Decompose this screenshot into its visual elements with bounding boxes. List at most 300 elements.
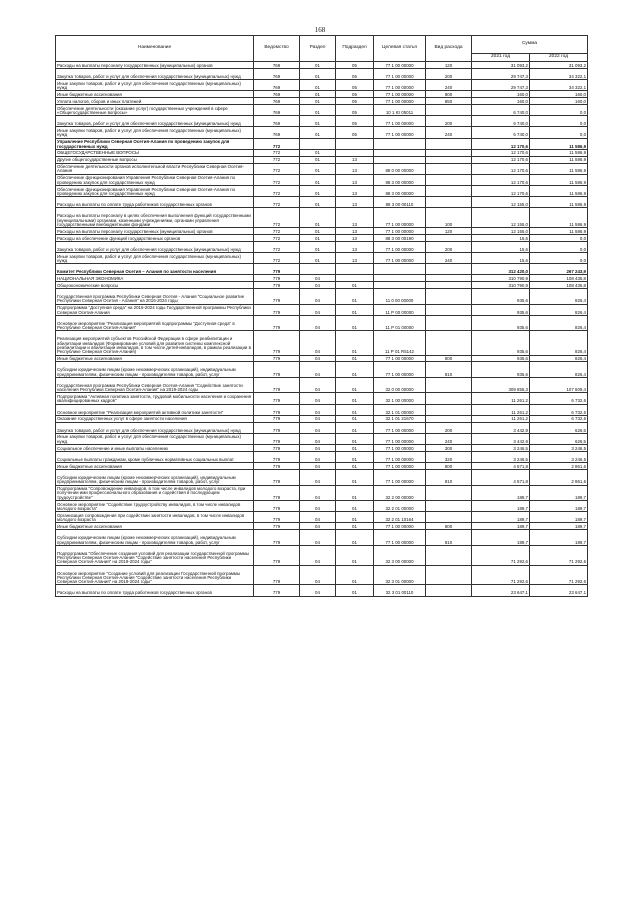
row-expense-type	[426, 275, 472, 282]
row-expense-type: 300	[426, 445, 472, 452]
row-podrazdel: 01	[336, 355, 374, 362]
row-name: Обеспечение функционирования Управления Республики Северная Осетия-Алания по проведению закупок для государственных нужд	[56, 185, 254, 196]
row-sum-2021: 11 261,2	[472, 415, 530, 422]
row-podrazdel: 01	[336, 565, 374, 585]
row-razdel: 01	[300, 156, 336, 163]
row-name: Другие общегосударственные вопросы	[56, 156, 254, 163]
row-expense-type	[426, 138, 472, 149]
row-razdel: 01	[300, 127, 336, 138]
row-razdel: 04	[300, 545, 336, 565]
row-sum-2022: 2 861,6	[530, 463, 588, 470]
row-name: Иные бюджетные ассигнования	[56, 463, 254, 470]
row-sum-2021: 6 740,0	[472, 116, 530, 127]
row-expense-type	[426, 282, 472, 289]
table-row	[56, 174, 588, 185]
row-name: Основное мероприятие "Реализация мероприятий подпрограммы "Доступная среда" в Республике Северная Осетия-Алания"	[56, 315, 254, 331]
row-sum-2021: 935,6	[472, 355, 530, 362]
row-expense-type: 200	[426, 116, 472, 127]
table-row	[56, 315, 588, 331]
row-target-article: 77 1 00 00000	[374, 253, 426, 264]
row-sum-2021: 29 747,3	[472, 68, 530, 79]
row-razdel: 01	[300, 80, 336, 91]
row-sum-2022: 189,7	[530, 530, 588, 546]
row-target-article	[374, 138, 426, 149]
row-podrazdel: 13	[336, 253, 374, 264]
table-row	[56, 433, 588, 444]
table-row	[56, 116, 588, 127]
row-razdel: 01	[300, 91, 336, 98]
row-sum-2022: 108 435,8	[530, 282, 588, 289]
row-sum-2021: 15,6	[472, 235, 530, 242]
row-vedomstvo: 769	[254, 116, 300, 127]
row-name: Подпрограмма "Активная политика занятости, трудовой мобильности населения и сохранения квалифицированных кадров"	[56, 393, 254, 404]
row-podrazdel: 13	[336, 208, 374, 228]
row-podrazdel: 13	[336, 197, 374, 208]
row-sum-2022: 11 586,9	[530, 208, 588, 228]
row-sum-2021: 935,6	[472, 331, 530, 355]
row-razdel: 01	[300, 116, 336, 127]
table-row	[56, 208, 588, 228]
row-sum-2022: 71 292,6	[530, 565, 588, 585]
row-podrazdel: 01	[336, 470, 374, 486]
row-razdel: 04	[300, 523, 336, 530]
row-target-article: 77 1 00 00000	[374, 228, 426, 235]
row-expense-type: 800	[426, 355, 472, 362]
row-sum-2022: 826,4	[530, 331, 588, 355]
row-podrazdel: 13	[336, 241, 374, 252]
table-row	[56, 585, 588, 596]
row-razdel: 04	[300, 282, 336, 289]
row-vedomstvo: 772	[254, 185, 300, 196]
row-name: Управление Республики Северная Осетия-Алания по проведению закупок для государственных нужд	[56, 138, 254, 149]
row-razdel: 04	[300, 377, 336, 393]
row-target-article: 32 3 01 00000	[374, 565, 426, 585]
row-razdel: 04	[300, 445, 336, 452]
row-sum-2022: 826,4	[530, 362, 588, 378]
row-razdel: 04	[300, 289, 336, 305]
row-sum-2021: 189,7	[472, 523, 530, 530]
row-sum-2021: 3 246,5	[472, 445, 530, 452]
header-name: Наименование	[56, 36, 254, 62]
row-vedomstvo: 779	[254, 585, 300, 596]
row-razdel: 01	[300, 197, 336, 208]
row-razdel: 04	[300, 315, 336, 331]
row-expense-type	[426, 377, 472, 393]
row-razdel: 01	[300, 62, 336, 69]
row-sum-2022: 11 586,9	[530, 197, 588, 208]
table-row	[56, 501, 588, 512]
row-expense-type	[426, 331, 472, 355]
row-name: Иные бюджетные ассигнования	[56, 91, 254, 98]
row-sum-2021: 4 571,8	[472, 463, 530, 470]
row-vedomstvo: 779	[254, 485, 300, 501]
row-sum-2021: 12 155,0	[472, 197, 530, 208]
row-sum-2021: 12 170,6	[472, 149, 530, 156]
row-razdel: 04	[300, 501, 336, 512]
row-sum-2022: 826,4	[530, 304, 588, 315]
row-sum-2021: 12 170,6	[472, 163, 530, 174]
table-row	[56, 156, 588, 163]
row-podrazdel: 01	[336, 523, 374, 530]
row-target-article	[374, 282, 426, 289]
row-vedomstvo: 779	[254, 545, 300, 565]
table-row	[56, 415, 588, 422]
table-row	[56, 253, 588, 264]
table-row	[56, 523, 588, 530]
row-name: Иные закупки товаров, работ и услуг для обеспечения государственных (муниципальных) нужд	[56, 253, 254, 264]
row-sum-2021: 15,6	[472, 241, 530, 252]
row-razdel: 04	[300, 530, 336, 546]
row-razdel: 01	[300, 68, 336, 79]
row-name: Общеэкономические вопросы	[56, 282, 254, 289]
row-vedomstvo: 779	[254, 393, 300, 404]
row-target-article: 77 1 00 00000	[374, 433, 426, 444]
table-row	[56, 149, 588, 156]
row-name: Социальные выплаты гражданам, кроме публичных нормативных социальных выплат	[56, 451, 254, 462]
row-sum-2021: 12 170,6	[472, 174, 530, 185]
row-expense-type	[426, 235, 472, 242]
row-sum-2021: 31 093,2	[472, 62, 530, 69]
row-sum-2022: 160,0	[530, 98, 588, 105]
row-vedomstvo: 769	[254, 91, 300, 98]
row-target-article: 77 1 00 00000	[374, 127, 426, 138]
row-target-article: 77 1 00 00000	[374, 68, 426, 79]
row-vedomstvo: 779	[254, 422, 300, 433]
row-name: Подпрограмма "Доступная среда" на 2016-2024 годы Государственной программы Республики Северная Осетия-Алания	[56, 304, 254, 315]
table-row	[56, 445, 588, 452]
row-expense-type	[426, 545, 472, 565]
row-target-article: 32 3 01 00110	[374, 585, 426, 596]
row-name: Закупка товаров, работ и услуг для обеспечения государственных (муниципальных) нужд	[56, 241, 254, 252]
row-sum-2022: 34 322,1	[530, 68, 588, 79]
row-expense-type	[426, 197, 472, 208]
table-row	[56, 545, 588, 565]
row-vedomstvo: 779	[254, 282, 300, 289]
row-target-article: 88 3 00 00000	[374, 174, 426, 185]
row-razdel: 01	[300, 163, 336, 174]
row-razdel: 04	[300, 585, 336, 596]
row-razdel: 04	[300, 304, 336, 315]
row-name: Расходы на выплаты по оплате труда работников государственных органов	[56, 197, 254, 208]
row-sum-2021: 189,7	[472, 501, 530, 512]
table-row	[56, 185, 588, 196]
row-name: Организация сопровождения при содействии занятости инвалидов, в том числе инвалидов молодого возраста	[56, 512, 254, 523]
row-sum-2022: 108 435,8	[530, 275, 588, 282]
table-body	[56, 62, 588, 597]
row-name: Иные бюджетные ассигнования	[56, 355, 254, 362]
page-number: 168	[314, 26, 326, 34]
row-podrazdel: 01	[336, 451, 374, 462]
row-razdel: 01	[300, 241, 336, 252]
row-sum-2022: 11 586,9	[530, 228, 588, 235]
row-sum-2022: 189,7	[530, 485, 588, 501]
row-sum-2021: 935,6	[472, 362, 530, 378]
row-vedomstvo: 772	[254, 253, 300, 264]
header-expense-type: Вид расхода	[426, 36, 472, 62]
row-name: Уплата налогов, сборов и иных платежей	[56, 98, 254, 105]
row-target-article: 77 1 00 00000	[374, 422, 426, 433]
row-sum-2022: 826,4	[530, 315, 588, 331]
row-sum-2021: 12 170,6	[472, 156, 530, 163]
table-row	[56, 485, 588, 501]
row-vedomstvo: 772	[254, 138, 300, 149]
row-expense-type: 320	[426, 451, 472, 462]
row-razdel: 01	[300, 98, 336, 105]
row-vedomstvo: 769	[254, 127, 300, 138]
table-row	[56, 331, 588, 355]
row-target-article: 77 1 00 00000	[374, 463, 426, 470]
row-razdel: 01	[300, 253, 336, 264]
row-sum-2021: 15,6	[472, 253, 530, 264]
row-target-article: 11 0 00 00000	[374, 289, 426, 305]
row-target-article: 32 1 00 00000	[374, 393, 426, 404]
table-row	[56, 404, 588, 415]
row-sum-2022: 11 586,9	[530, 163, 588, 174]
row-name: ОБЩЕГОСУДАРСТВЕННЫЕ ВОПРОСЫ	[56, 149, 254, 156]
row-sum-2022: 626,5	[530, 433, 588, 444]
row-name: Основное мероприятие "Создание условий для реализации Государственной программы Республики Северная Осетия-Алания "Содействие занятости населения Республики Северная Осетия-Алания" на 2019-2024 годы"	[56, 565, 254, 585]
row-target-article: 88 3 00 00190	[374, 235, 426, 242]
row-target-article: 32 3 00 00000	[374, 545, 426, 565]
table-row	[56, 241, 588, 252]
row-razdel	[300, 264, 336, 275]
row-vedomstvo: 772	[254, 156, 300, 163]
row-sum-2022: 6 732,6	[530, 393, 588, 404]
row-sum-2021: 189,7	[472, 530, 530, 546]
row-sum-2022: 6 732,6	[530, 404, 588, 415]
row-podrazdel: 05	[336, 116, 374, 127]
row-podrazdel: 01	[336, 463, 374, 470]
row-sum-2022: 0,0	[530, 235, 588, 242]
row-sum-2022: 0,0	[530, 105, 588, 116]
row-razdel: 04	[300, 404, 336, 415]
row-razdel: 01	[300, 149, 336, 156]
row-vedomstvo: 772	[254, 197, 300, 208]
row-podrazdel: 01	[336, 485, 374, 501]
row-sum-2021: 189,7	[472, 512, 530, 523]
row-podrazdel: 01	[336, 585, 374, 596]
row-razdel: 01	[300, 235, 336, 242]
table-row	[56, 463, 588, 470]
row-sum-2022: 0,0	[530, 241, 588, 252]
row-sum-2022: 826,4	[530, 289, 588, 305]
table-row	[56, 163, 588, 174]
row-sum-2022: 11 586,9	[530, 174, 588, 185]
table-row	[56, 304, 588, 315]
row-expense-type: 120	[426, 62, 472, 69]
row-vedomstvo: 769	[254, 105, 300, 116]
row-sum-2021: 6 740,0	[472, 105, 530, 116]
row-expense-type: 240	[426, 433, 472, 444]
row-sum-2021: 71 292,6	[472, 565, 530, 585]
row-sum-2022: 0,0	[530, 116, 588, 127]
row-name: Расходы на выплаты по оплате труда работников государственных органов	[56, 585, 254, 596]
row-razdel: 04	[300, 362, 336, 378]
row-name: Расходы на выплаты персоналу государственных (муниципальных) органов	[56, 228, 254, 235]
row-vedomstvo: 779	[254, 275, 300, 282]
row-podrazdel: 05	[336, 68, 374, 79]
table-row	[56, 289, 588, 305]
row-name: Субсидии юридическим лицам (кроме некоммерческих организаций), индивидуальным предпринимателям, физическим лицам - производителям товаров, работ, услуг	[56, 470, 254, 486]
row-podrazdel: 01	[336, 331, 374, 355]
row-target-article: 77 1 00 00000	[374, 530, 426, 546]
row-sum-2021: 160,0	[472, 98, 530, 105]
row-name: Комитет Республики Северная Осетия – Алания по занятости населения	[56, 264, 254, 275]
row-name: Иные бюджетные ассигнования	[56, 523, 254, 530]
row-podrazdel: 13	[336, 185, 374, 196]
row-sum-2021: 11 261,2	[472, 393, 530, 404]
row-target-article	[374, 275, 426, 282]
row-target-article: 32 1 01 21670	[374, 415, 426, 422]
row-razdel: 01	[300, 228, 336, 235]
row-target-article: 77 1 00 00000	[374, 80, 426, 91]
row-podrazdel: 13	[336, 163, 374, 174]
row-podrazdel	[336, 264, 374, 275]
row-vedomstvo: 779	[254, 331, 300, 355]
table-row	[56, 98, 588, 105]
row-podrazdel	[336, 275, 374, 282]
row-vedomstvo: 772	[254, 174, 300, 185]
row-podrazdel: 05	[336, 105, 374, 116]
row-expense-type	[426, 512, 472, 523]
row-sum-2022: 23 647,1	[530, 585, 588, 596]
row-podrazdel	[336, 138, 374, 149]
row-razdel: 04	[300, 485, 336, 501]
row-razdel: 04	[300, 463, 336, 470]
row-vedomstvo: 772	[254, 208, 300, 228]
row-razdel: 04	[300, 393, 336, 404]
table-row	[56, 127, 588, 138]
row-sum-2022: 826,4	[530, 355, 588, 362]
row-podrazdel: 13	[336, 156, 374, 163]
row-expense-type: 240	[426, 80, 472, 91]
row-target-article: 88 3 00 00110	[374, 197, 426, 208]
row-sum-2021: 11 261,2	[472, 404, 530, 415]
row-target-article: 77 1 00 00000	[374, 362, 426, 378]
table-row	[56, 68, 588, 79]
row-target-article: 77 1 00 00000	[374, 355, 426, 362]
row-expense-type	[426, 501, 472, 512]
row-vedomstvo: 772	[254, 241, 300, 252]
row-expense-type	[426, 485, 472, 501]
row-vedomstvo: 779	[254, 530, 300, 546]
table-row	[56, 451, 588, 462]
row-name: Реализация мероприятий субъектов Российской Федерации в сфере реабилитации и абилитации инвалидов (Формирование условий для развития системы комплексной реабилитации и абилитации инвалидов, в том числе детей-инвалидов, в рамках реализации в Республике Северная Осетия-Алания)	[56, 331, 254, 355]
row-sum-2022: 189,7	[530, 523, 588, 530]
row-target-article: 77 1 00 00000	[374, 523, 426, 530]
table-row	[56, 393, 588, 404]
row-target-article: 88 3 00 00000	[374, 185, 426, 196]
row-sum-2021: 12 170,6	[472, 138, 530, 149]
budget-table	[55, 35, 588, 597]
row-target-article: 32 0 00 00000	[374, 377, 426, 393]
row-sum-2021: 160,0	[472, 91, 530, 98]
row-podrazdel: 01	[336, 545, 374, 565]
row-razdel: 04	[300, 422, 336, 433]
row-razdel: 01	[300, 185, 336, 196]
row-sum-2022: 11 586,9	[530, 156, 588, 163]
header-razdel: Раздел	[300, 36, 336, 62]
header-year-2022: 2022 год	[530, 54, 588, 62]
row-sum-2021: 71 292,6	[472, 545, 530, 565]
row-sum-2021: 6 740,0	[472, 127, 530, 138]
row-target-article: 77 1 00 00000	[374, 62, 426, 69]
row-razdel: 01	[300, 105, 336, 116]
row-sum-2021: 310 790,9	[472, 275, 530, 282]
row-name: НАЦИОНАЛЬНАЯ ЭКОНОМИКА	[56, 275, 254, 282]
row-target-article: 77 1 00 00000	[374, 98, 426, 105]
table-row	[56, 512, 588, 523]
row-name: Расходы на выплаты персоналу в целях обеспечения выполнения функций государственными (муниципальными) органами, казенными учреждениями, органами управления государственными внебюджетными фондами	[56, 208, 254, 228]
row-name: Закупка товаров, работ и услуг для обеспечения государственных (муниципальных) нужд	[56, 116, 254, 127]
row-expense-type	[426, 174, 472, 185]
row-podrazdel: 13	[336, 235, 374, 242]
row-expense-type: 800	[426, 463, 472, 470]
row-sum-2022: 267 243,9	[530, 264, 588, 275]
row-vedomstvo: 779	[254, 377, 300, 393]
header-year-2021: 2021 год	[472, 54, 530, 62]
row-name: Закупка товаров, работ и услуг для обеспечения государственных (муниципальных) нужд	[56, 422, 254, 433]
row-sum-2022: 34 322,1	[530, 80, 588, 91]
row-vedomstvo: 779	[254, 355, 300, 362]
row-sum-2022: 11 586,9	[530, 138, 588, 149]
row-target-article: 11 Р 00 00000	[374, 304, 426, 315]
row-vedomstvo: 772	[254, 149, 300, 156]
row-sum-2021: 935,6	[472, 289, 530, 305]
row-expense-type	[426, 264, 472, 275]
row-razdel: 04	[300, 275, 336, 282]
row-target-article	[374, 264, 426, 275]
row-target-article: 32 1 01 00000	[374, 404, 426, 415]
row-vedomstvo: 779	[254, 523, 300, 530]
table-row	[56, 197, 588, 208]
row-expense-type: 120	[426, 228, 472, 235]
row-target-article: 77 1 00 00000	[374, 116, 426, 127]
row-sum-2022: 189,7	[530, 501, 588, 512]
row-sum-2022: 626,5	[530, 422, 588, 433]
row-expense-type	[426, 404, 472, 415]
table-row	[56, 235, 588, 242]
row-vedomstvo: 772	[254, 228, 300, 235]
row-name: Иные закупки товаров, работ и услуг для обеспечения государственных (муниципальных) нужд	[56, 127, 254, 138]
row-expense-type: 800	[426, 91, 472, 98]
row-podrazdel: 01	[336, 362, 374, 378]
row-podrazdel: 01	[336, 530, 374, 546]
row-sum-2021: 935,6	[472, 304, 530, 315]
row-vedomstvo: 779	[254, 433, 300, 444]
row-name: Социальное обеспечение и иные выплаты населению	[56, 445, 254, 452]
row-vedomstvo: 772	[254, 235, 300, 242]
row-vedomstvo: 779	[254, 512, 300, 523]
row-vedomstvo: 769	[254, 62, 300, 69]
row-expense-type	[426, 149, 472, 156]
row-podrazdel	[336, 149, 374, 156]
row-vedomstvo: 779	[254, 264, 300, 275]
row-podrazdel: 01	[336, 282, 374, 289]
row-vedomstvo: 779	[254, 565, 300, 585]
row-sum-2022: 107 609,4	[530, 377, 588, 393]
row-expense-type	[426, 185, 472, 196]
row-sum-2021: 312 420,0	[472, 264, 530, 275]
row-razdel: 04	[300, 331, 336, 355]
row-expense-type: 810	[426, 362, 472, 378]
row-name: Обеспечение деятельности (оказание услуг) государственных учреждений в сфере «Общегосударственные вопросы»	[56, 105, 254, 116]
row-target-article: 11 Р 01 R5142	[374, 331, 426, 355]
row-vedomstvo: 779	[254, 304, 300, 315]
table-row	[56, 105, 588, 116]
row-vedomstvo: 779	[254, 362, 300, 378]
row-expense-type: 850	[426, 98, 472, 105]
